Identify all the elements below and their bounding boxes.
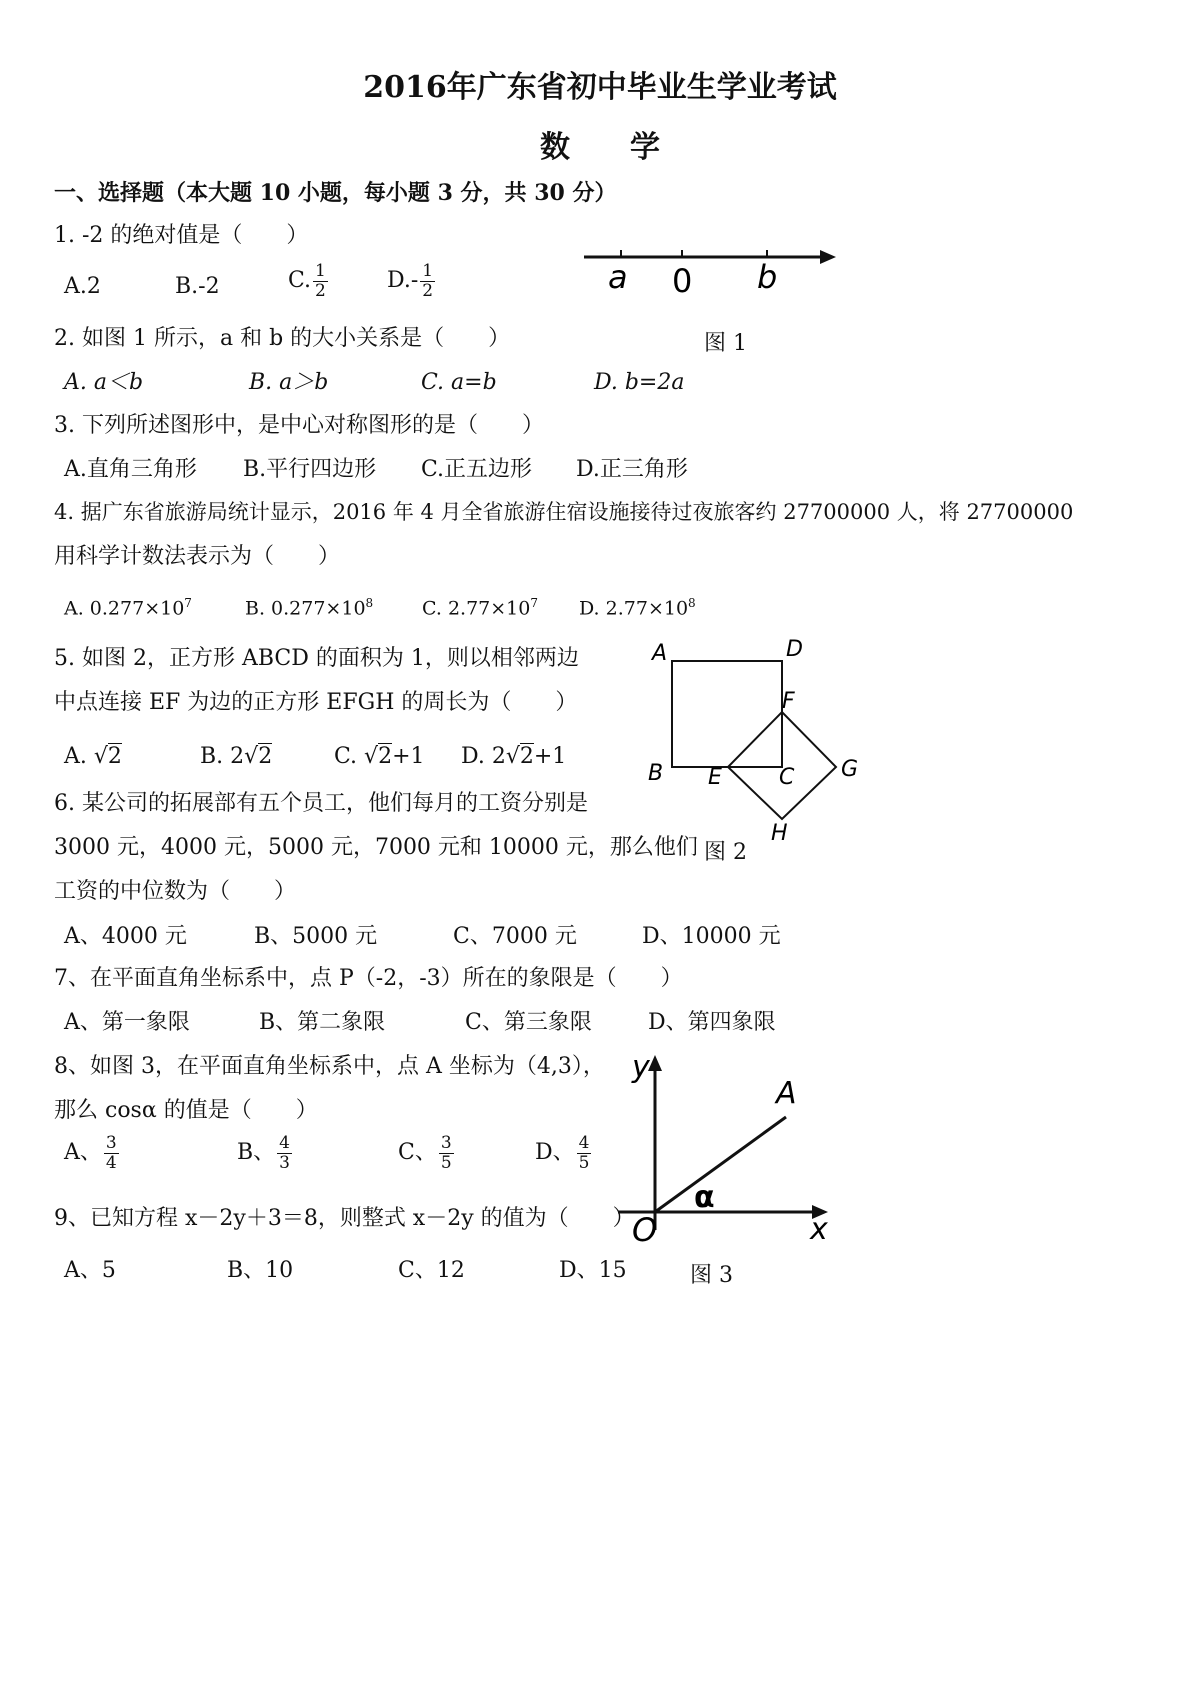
q7-option-a: A、第一象限	[64, 1010, 190, 1035]
q6-option-c: C、7000 元	[453, 924, 577, 949]
label-F: F	[782, 689, 795, 714]
q5-option-a-radicand: 2	[107, 744, 122, 769]
q9-option-b: B、10	[227, 1258, 294, 1283]
q6-stem-line3: 工资的中位数为（ ）	[54, 879, 297, 904]
fraction-denominator: 3	[279, 1152, 290, 1173]
q4-option-c-base: C. 2.77×10	[422, 597, 531, 620]
q1-option-c-prefix: C.	[288, 268, 312, 294]
q8-option-a-prefix: A、	[64, 1140, 102, 1166]
fraction-numerator: 3	[440, 1133, 452, 1153]
q2-stem: 2. 如图 1 所示，a 和 b 的大小关系是（ ）	[54, 326, 511, 351]
fraction-denominator: 2	[315, 280, 326, 301]
q6-option-d: D、10000 元	[642, 924, 781, 949]
q3-stem: 3. 下列所述图形中，是中心对称图形的是（ ）	[54, 413, 544, 438]
figure1-number-line	[580, 240, 840, 300]
fraction-denominator: 4	[105, 1152, 117, 1173]
q4-option-c-exponent: 7	[530, 596, 538, 610]
label-a: a	[608, 258, 628, 296]
q7-stem: 7、在平面直角坐标系中，点 P（-2，-3）所在的象限是（ ）	[54, 966, 683, 991]
label-D: D	[786, 637, 803, 662]
q5-option-b-radicand: 2	[258, 744, 273, 769]
q1-option-d	[387, 262, 435, 300]
q8-option-a	[64, 1134, 119, 1172]
figure3-caption: 图 3	[690, 1263, 733, 1288]
label-A: A	[776, 1076, 797, 1111]
q2-option-b: B. a＞b	[249, 370, 329, 395]
label-x: x	[810, 1212, 828, 1247]
q2-option-c: C. a=b	[421, 370, 497, 395]
label-b: b	[757, 258, 778, 296]
q8-option-d-fraction	[577, 1134, 592, 1172]
label-B: B	[648, 761, 664, 786]
q1-stem: 1. -2 的绝对值是（ ）	[54, 223, 309, 248]
q6-stem-line1: 6. 某公司的拓展部有五个员工，他们每月的工资分别是	[54, 791, 588, 816]
q9-option-a: A、5	[64, 1258, 116, 1283]
q4-option-d-exponent: 8	[688, 596, 696, 610]
fraction-numerator: 1	[422, 261, 434, 281]
q8-option-d	[535, 1134, 591, 1172]
q2-option-a: A. a＜b	[64, 370, 144, 395]
label-O: O	[632, 1211, 658, 1249]
q3-option-c: C.正五边形	[421, 457, 533, 482]
sqrt-symbol: √	[364, 744, 379, 769]
fraction-denominator: 5	[440, 1152, 452, 1173]
q8-option-d-prefix: D、	[535, 1140, 575, 1166]
exam-title: 2016年广东省初中毕业生学业考试	[363, 70, 837, 105]
sqrt-symbol: √	[93, 744, 108, 769]
q8-option-c	[398, 1134, 454, 1172]
figure3-coordinate-plane	[610, 1045, 860, 1255]
q3-option-d: D.正三角形	[576, 457, 688, 482]
q5-option-c	[334, 744, 425, 770]
q5-stem-line1: 5. 如图 2，正方形 ABCD 的面积为 1，则以相邻两边	[54, 646, 579, 671]
label-y: y	[632, 1050, 650, 1085]
q5-option-a	[64, 744, 122, 770]
q5-option-b	[200, 744, 272, 770]
q9-stem: 9、已知方程 x－2y＋3＝8，则整式 x－2y 的值为（ ）	[54, 1206, 635, 1231]
number-line-arrow	[820, 250, 836, 264]
q6-stem-line2: 3000 元，4000 元，5000 元，7000 元和 10000 元，那么他们	[54, 835, 698, 860]
subject-title: 数 学	[540, 130, 660, 165]
q4-option-c	[422, 596, 538, 620]
q4-stem-line1: 4. 据广东省旅游局统计显示，2016 年 4 月全省旅游住宿设施接待过夜旅客约 27700000 人，将 27700000	[54, 500, 1074, 524]
label-E: E	[708, 765, 722, 790]
q8-option-c-prefix: C、	[398, 1140, 437, 1166]
q8-option-c-fraction	[439, 1134, 454, 1172]
q5-option-a-prefix: A.	[64, 744, 94, 769]
q5-option-d-radicand: 2	[519, 744, 534, 769]
q1-option-a: A.2	[64, 274, 101, 299]
q5-option-c-radicand: 2	[378, 744, 393, 769]
q8-option-b	[237, 1134, 292, 1172]
q5-option-d-prefix: D. 2	[461, 744, 506, 769]
q4-option-a-base: A. 0.277×10	[64, 597, 185, 620]
q8-option-b-fraction	[277, 1134, 292, 1172]
figure1-caption: 图 1	[704, 331, 747, 356]
q8-option-b-prefix: B、	[237, 1140, 276, 1166]
section-heading: 一、选择题（本大题 10 小题，每小题 3 分，共 30 分）	[54, 180, 617, 206]
q6-option-b: B、5000 元	[254, 924, 378, 949]
label-G: G	[841, 757, 859, 782]
q8-option-a-fraction	[104, 1134, 119, 1172]
q1-option-c	[288, 262, 328, 300]
fraction-numerator: 3	[105, 1133, 117, 1153]
q1-option-c-fraction	[313, 262, 328, 300]
q4-option-b-exponent: 8	[365, 596, 374, 610]
square-abcd	[672, 661, 782, 767]
q3-option-b: B.平行四边形	[243, 457, 377, 482]
q7-option-c: C、第三象限	[465, 1010, 592, 1035]
fraction-numerator: 4	[578, 1133, 590, 1153]
q6-option-a: A、4000 元	[64, 924, 187, 949]
label-C: C	[779, 765, 795, 790]
sqrt-symbol: √	[505, 744, 520, 769]
label-zero: 0	[672, 262, 693, 300]
q4-stem-line2: 用科学计数法表示为（ ）	[54, 544, 341, 569]
q9-option-d: D、15	[559, 1258, 627, 1283]
figure2-squares	[640, 630, 870, 855]
q5-stem-line2: 中点连接 EF 为边的正方形 EFGH 的周长为（ ）	[54, 690, 578, 715]
q7-option-d: D、第四象限	[648, 1010, 776, 1035]
q4-option-d-base: D. 2.77×10	[579, 597, 689, 620]
q1-option-d-prefix: D.-	[387, 268, 419, 294]
fraction-numerator: 1	[315, 261, 326, 281]
q4-option-a-exponent: 7	[184, 596, 192, 610]
q5-option-d	[461, 744, 566, 770]
fraction-denominator: 2	[422, 280, 434, 301]
q4-option-d	[579, 596, 696, 620]
q4-option-b	[245, 596, 373, 620]
sqrt-symbol: √	[244, 744, 259, 769]
q4-option-a	[64, 596, 192, 620]
q7-option-b: B、第二象限	[259, 1010, 386, 1035]
fraction-numerator: 4	[279, 1133, 290, 1153]
q5-option-c-prefix: C.	[334, 744, 365, 769]
q3-option-a: A.直角三角形	[64, 457, 197, 482]
q5-option-d-suffix: +1	[533, 744, 567, 769]
q5-option-c-suffix: +1	[392, 744, 425, 769]
q1-option-b: B.-2	[175, 274, 220, 299]
q8-stem-line2: 那么 cosα 的值是（ ）	[54, 1098, 318, 1123]
q8-stem-line1: 8、如图 3，在平面直角坐标系中，点 A 坐标为（4,3），	[54, 1054, 605, 1079]
figure2-caption: 图 2	[704, 840, 747, 865]
q9-option-c: C、12	[398, 1258, 465, 1283]
ray-oa	[655, 1117, 786, 1212]
label-A: A	[652, 641, 668, 666]
q5-option-b-prefix: B. 2	[200, 744, 245, 769]
q4-option-b-base: B. 0.277×10	[245, 597, 366, 620]
label-alpha: α	[694, 1180, 715, 1215]
q2-option-d: D. b=2a	[594, 370, 685, 395]
label-H: H	[771, 821, 788, 846]
fraction-denominator: 5	[578, 1152, 590, 1173]
y-axis-arrow	[648, 1055, 662, 1071]
q1-option-d-fraction	[420, 262, 435, 300]
